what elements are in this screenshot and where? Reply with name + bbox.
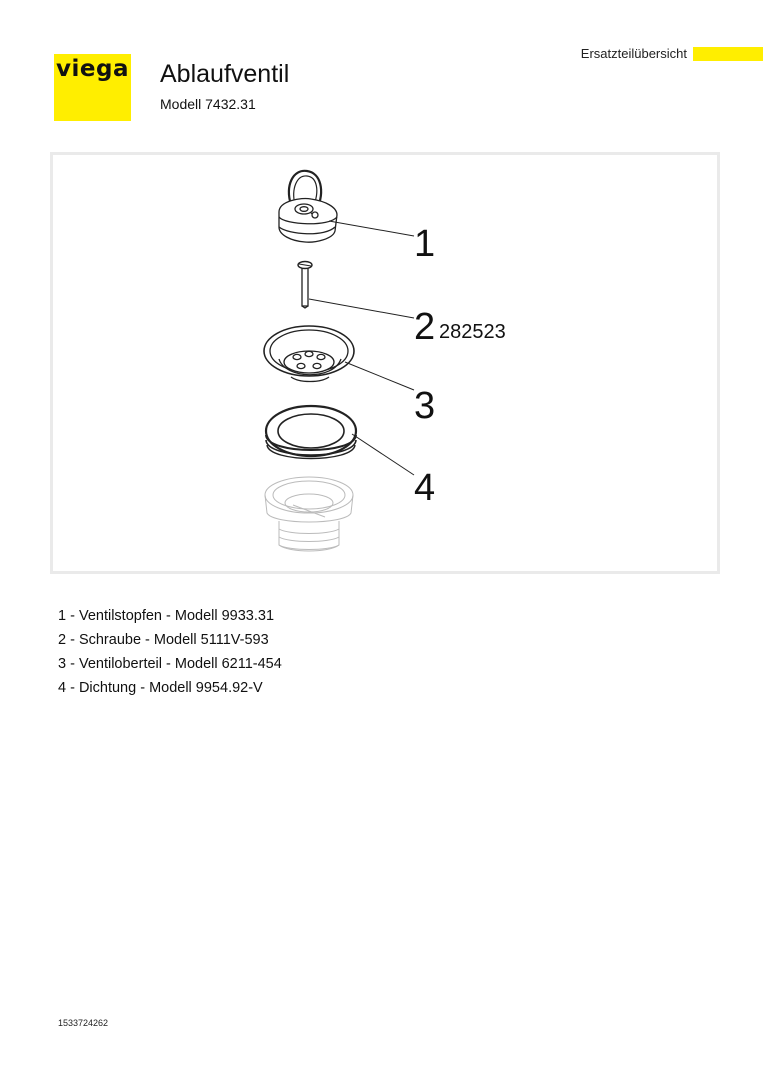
stopper-drawing xyxy=(279,171,337,242)
document-id: 1533724262 xyxy=(58,1018,109,1028)
callout-number-3: 3 xyxy=(414,385,436,427)
exploded-view-drawing xyxy=(53,155,717,571)
model-subtitle: Modell 7432.31 xyxy=(160,96,256,112)
parts-list-item: 3 - Ventiloberteil - Modell 6211-454 xyxy=(58,656,282,672)
callout-article-number-2: 282523 xyxy=(439,321,506,343)
parts-list xyxy=(58,606,282,702)
parts-list-item: 4 - Dichtung - Modell 9954.92-V xyxy=(58,680,263,696)
valve-top-drawing xyxy=(264,326,354,382)
page-title: Ablaufventil xyxy=(160,60,290,88)
header-accent-bar xyxy=(693,47,763,61)
callout-number-2: 2 xyxy=(414,306,436,348)
screw-drawing xyxy=(298,262,312,309)
callout-number-4: 4 xyxy=(414,467,436,509)
viega-logo xyxy=(54,54,131,121)
drain-body-drawing xyxy=(265,477,353,551)
parts-list-item: 1 - Ventilstopfen - Modell 9933.31 xyxy=(58,608,275,624)
document-type-label: Ersatzteilübersicht xyxy=(580,46,687,61)
logo-yellow-block-bottom xyxy=(54,93,131,121)
logo-wordmark: viega xyxy=(56,56,129,82)
exploded-view-figure xyxy=(50,152,720,574)
sealing-ring-drawing xyxy=(266,406,356,459)
parts-list-item: 2 - Schraube - Modell 5111V-593 xyxy=(58,632,269,648)
callout-number-1: 1 xyxy=(414,223,436,265)
